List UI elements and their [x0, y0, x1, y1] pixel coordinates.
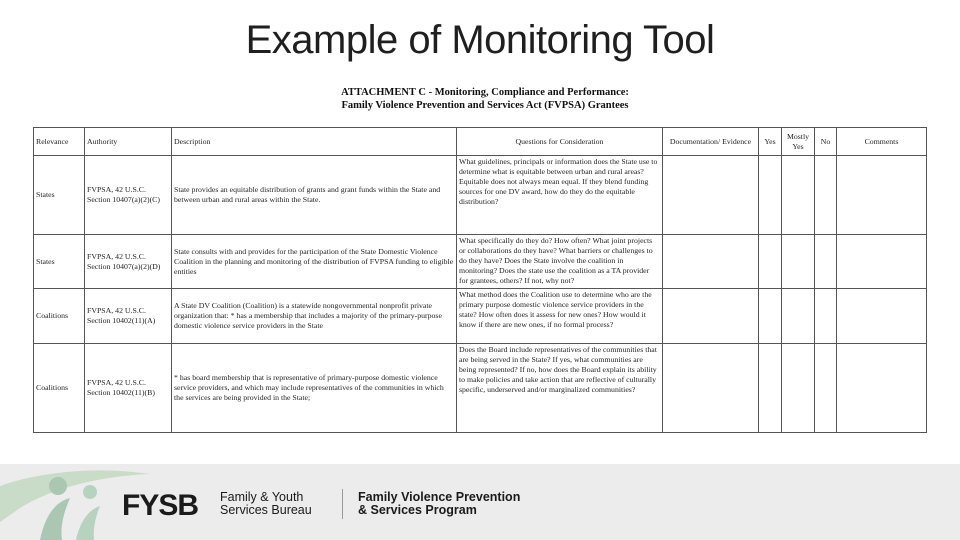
- header-description: Description: [172, 128, 457, 156]
- cell-documentation: [663, 289, 759, 344]
- cell-description: A State DV Coalition (Coalition) is a statewide nongovernmental nonprofit private organization that: * has a membership that includes a majority of the primary-purpose domestic violence service providers in the State: [172, 289, 457, 344]
- cell-relevance: Coalitions: [34, 344, 85, 433]
- program-name-line2: & Services Program: [358, 503, 477, 517]
- cell-questions: What method does the Coalition use to determine who are the primary purpose domestic violence service providers in the state? How often does it assess for new ones? How would it know if there are new ones, if no formal process?: [457, 289, 663, 344]
- cell-comments: [837, 289, 927, 344]
- header-relevance: Relevance: [34, 128, 85, 156]
- cell-documentation: [663, 156, 759, 235]
- cell-no: [815, 344, 837, 433]
- cell-documentation: [663, 235, 759, 289]
- fysb-logo: FYSB: [122, 489, 199, 522]
- cell-mostly-yes: [782, 235, 815, 289]
- header-yes: Yes: [759, 128, 782, 156]
- cell-comments: [837, 235, 927, 289]
- header-comments: Comments: [837, 128, 927, 156]
- slide-title: Example of Monitoring Tool: [245, 18, 715, 62]
- monitoring-table: [33, 127, 927, 433]
- cell-yes: [759, 156, 782, 235]
- cell-comments: [837, 344, 927, 433]
- table-row: [34, 156, 927, 235]
- cell-no: [815, 235, 837, 289]
- cell-questions: What guidelines, principals or information does the State use to determine what is equitable between urban and rural areas? Equitable does not always mean equal. If they blend funding sources for one DV award, how do they do the equitable distribution?: [457, 156, 663, 235]
- cell-questions: What specifically do they do? How often? What joint projects or collaborations do they have? What barriers or challenges to do they have? Does the State involve the coalition in monitoring? Does the state use the coalition as a TA provider for grantees, others? If not, why not?: [457, 235, 663, 289]
- cell-yes: [759, 289, 782, 344]
- cell-relevance: States: [34, 156, 85, 235]
- cell-mostly-yes: [782, 289, 815, 344]
- cell-description: * has board membership that is representative of primary-purpose domestic violence service providers, and which may include representatives of the communities in which the services are being provided in the State;: [172, 344, 457, 433]
- cell-no: [815, 156, 837, 235]
- cell-mostly-yes: [782, 156, 815, 235]
- cell-questions: Does the Board include representatives of the communities that are being served in the State? If yes, what communities are being represented? If no, how does the Board explain its ability to make policies and take action that are reflective of culturally specific, underserved and/or marginalized communities?: [457, 344, 663, 433]
- table-header-row: [34, 128, 927, 156]
- cell-yes: [759, 235, 782, 289]
- header-authority: Authority: [85, 128, 172, 156]
- document-heading: [300, 86, 670, 112]
- cell-authority: FVPSA, 42 U.S.C. Section 10402(11)(B): [85, 344, 172, 433]
- program-name-line1: Family Violence Prevention: [358, 490, 521, 504]
- cell-authority: FVPSA, 42 U.S.C. Section 10407(a)(2)(D): [85, 235, 172, 289]
- cell-description: State consults with and provides for the participation of the State Domestic Violence Coalition in the planning and monitoring of the distribution of FVPSA funding to eligible entities: [172, 235, 457, 289]
- cell-authority: FVPSA, 42 U.S.C. Section 10402(11)(A): [85, 289, 172, 344]
- cell-authority: FVPSA, 42 U.S.C. Section 10407(a)(2)(C): [85, 156, 172, 235]
- program-name: [358, 491, 520, 517]
- document-heading-line1: ATTACHMENT C - Monitoring, Compliance and Performance:: [341, 87, 629, 98]
- cell-relevance: Coalitions: [34, 289, 85, 344]
- cell-mostly-yes: [782, 344, 815, 433]
- cell-yes: [759, 344, 782, 433]
- header-documentation: Documentation/ Evidence: [663, 128, 759, 156]
- table-row: [34, 289, 927, 344]
- cell-description: State provides an equitable distribution of grants and grant funds within the State and between urban and rural areas within the State.: [172, 156, 457, 235]
- cell-relevance: States: [34, 235, 85, 289]
- cell-comments: [837, 156, 927, 235]
- header-mostly-yes: Mostly Yes: [782, 128, 815, 156]
- header-no: No: [815, 128, 837, 156]
- cell-no: [815, 289, 837, 344]
- table-row: [34, 235, 927, 289]
- cell-documentation: [663, 344, 759, 433]
- agency-name-line2: Services Bureau: [220, 503, 312, 517]
- footer-divider: [342, 489, 343, 519]
- agency-name: [220, 491, 312, 517]
- table-row: [34, 344, 927, 433]
- document-heading-line2: Family Violence Prevention and Services Act (FVPSA) Grantees: [341, 100, 629, 111]
- agency-name-line1: Family & Youth: [220, 490, 304, 504]
- header-questions: Questions for Consideration: [457, 128, 663, 156]
